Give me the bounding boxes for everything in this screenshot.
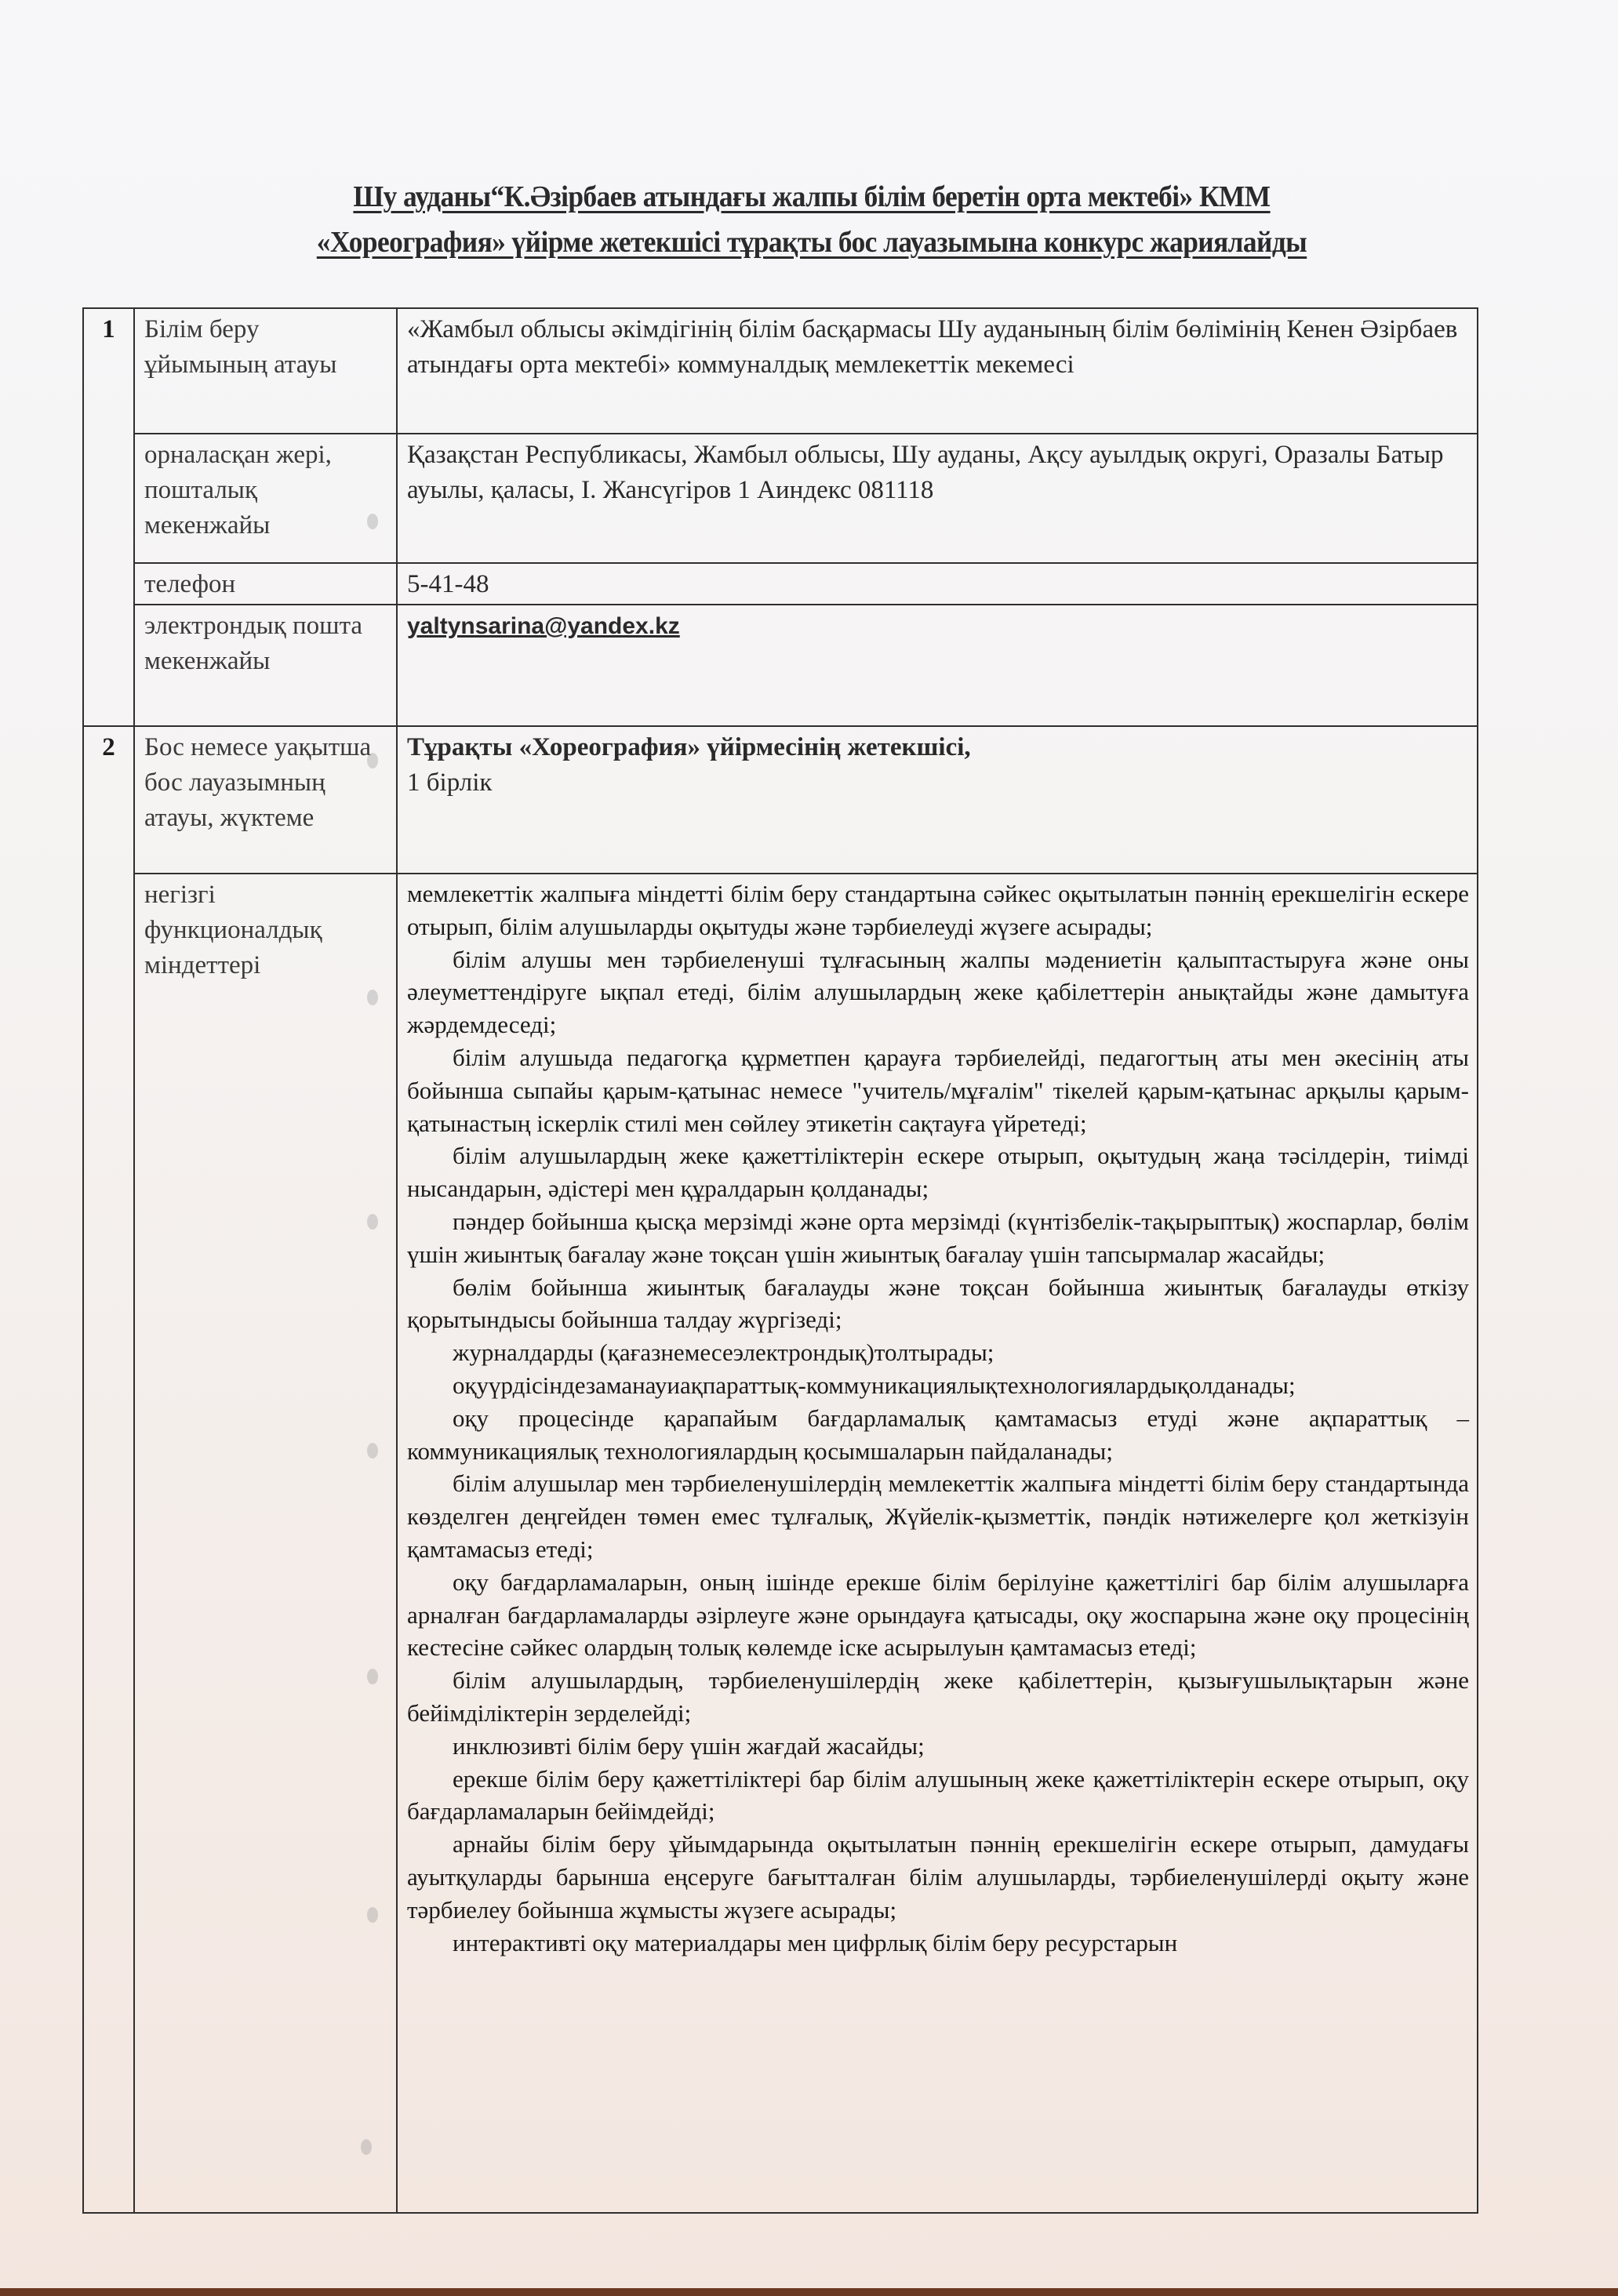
value-organization-name: «Жамбыл облысы әкімдігінің білім басқармасы Шу ауданының білім бөлімінің Кенен Әзірбаев атындағы орта мектебі» коммуналдық мемлекеттік мекемесі: [397, 308, 1478, 434]
vacancy-title: Тұрақты «Хореография» үйірмесінің жетекшісі,: [407, 733, 971, 761]
page-bottom-edge: [0, 2288, 1618, 2296]
table-row-phone: [83, 563, 1478, 605]
value-email-cell: [397, 605, 1478, 726]
duty-item: интерактивті оқу материалдары мен цифрлық білім беру ресурстарын: [453, 1928, 1178, 1956]
duty-item: оқу бағдарламаларын, оның ішінде ерекше білім берілуіне қажеттілігі бар білім алушыларға арналған бағдарламаларды әзірлеуге және орындауға қатысады, оқу жоспарына және оқу процесінің кестесіне сәйкес олардың толық көлемде іске асырылуын қамтамасыз етеді;: [407, 1568, 1469, 1662]
value-vacancy-cell: [397, 726, 1478, 874]
table-row-email: [83, 605, 1478, 726]
duty-item: оқу процесінде қарапайым бағдарламалық қамтамасыз етуді және ақпараттық – коммуникациялық технологиялардың қосымшаларын пайдаланады;: [407, 1404, 1469, 1465]
table-row-vacancy: [83, 726, 1478, 874]
label-location: орналасқан жері, пошталық мекенжайы: [134, 434, 397, 563]
paper-smudge: [367, 753, 378, 768]
document-title: [180, 174, 1443, 265]
label-organization-name: Білім беру ұйымының атауы: [134, 308, 397, 434]
duty-item: білім алушылардың, тәрбиеленушілердің жеке қабілеттерін, қызығушылықтарын және бейімділіктерін зерделейді;: [407, 1666, 1469, 1727]
row-number-2: 2: [83, 726, 134, 2213]
paper-smudge: [367, 1907, 378, 1923]
paper-smudge: [367, 1669, 378, 1684]
paper-smudge: [367, 514, 378, 529]
table-row-duties: [83, 874, 1478, 2213]
paper-smudge: [367, 990, 378, 1005]
email-link[interactable]: yaltynsarina@yandex.kz: [407, 613, 680, 639]
duty-item: білім алушылардың жеке қажеттіліктерін ескере отырып, оқытудың жаңа тәсілдерін, тиімді нысандарын, әдістері мен құралдарын қолданады;: [407, 1142, 1469, 1203]
table-row-location: [83, 434, 1478, 563]
paper-smudge: [361, 2139, 372, 2155]
duty-item: пәндер бойынша қысқа мерзімді және орта мерзімді (күнтізбелік-тақырыптық) жоспарлар, бөлім үшін жиынтық бағалау және тоқсан үшін жиынтық бағалау үшін тапсырмалар жасайды;: [407, 1207, 1469, 1268]
title-line-1: Шу ауданы“К.Әзірбаев атындағы жалпы білім беретін орта мектебі» КММ: [353, 180, 1271, 213]
row-number-1: 1: [83, 308, 134, 726]
label-duties: негізгі функционалдық міндеттері: [134, 874, 397, 2213]
duty-item: инклюзивті білім беру үшін жағдай жасайды;: [453, 1731, 925, 1760]
vacancy-units: 1 бірлік: [407, 768, 493, 797]
duties-list: [397, 874, 1478, 2213]
value-location: Қазақстан Республикасы, Жамбыл облысы, Шу ауданы, Ақсу ауылдық округі, Оразалы Батыр ауылы, қаласы, І. Жансүгіров 1 Аиндекс 081118: [397, 434, 1478, 563]
vacancy-info-table: [82, 307, 1478, 2214]
duty-item: журналдарды (қағазнемесеэлектрондық)толтырады;: [453, 1339, 994, 1367]
label-phone: телефон: [134, 563, 397, 605]
label-email: электрондық пошта мекенжайы: [134, 605, 397, 726]
duty-item: ерекше білім беру қажеттіліктері бар білім алушының жеке қажеттіліктерін ескере отырып, оқу бағдарламаларын бейімдейді;: [407, 1764, 1469, 1826]
table-row-organization-name: [83, 308, 1478, 434]
paper-smudge: [367, 1214, 378, 1230]
value-phone: 5-41-48: [397, 563, 1478, 605]
duty-item: білім алушы мен тәрбиеленуші тұлғасының жалпы мәдениетін қалыптастыруға және оны әлеуметтендіруге ықпал етеді, білім алушылардың жеке қабілеттерін анықтайды және дамытуға жәрдемдеседі;: [407, 945, 1469, 1039]
title-line-2: «Хореография» үйірме жетекшісі тұрақты бос лауазымына конкурс жариялайды: [316, 226, 1307, 259]
duty-item: бөлім бойынша жиынтық бағалауды және тоқсан бойынша жиынтық бағалауды өткізу қорытындысы бойынша талдау жүргізеді;: [407, 1273, 1469, 1334]
duty-item: мемлекеттік жалпыға міндетті білім беру стандартына сәйкес оқытылатын пәннің ерекшелігін ескере отырып, білім алушыларды оқытуды және тәрбиелеуді жүзеге асырады;: [407, 880, 1469, 940]
paper-smudge: [367, 1443, 378, 1459]
duty-item: оқуүрдісіндезаманауиақпараттық-коммуникациялықтехнологиялардықолданады;: [453, 1371, 1296, 1399]
label-vacancy: Бос немесе уақытша бос лауазымның атауы, жүктеме: [134, 726, 397, 874]
duty-item: білім алушылар мен тәрбиеленушілердің мемлекеттік жалпыға міндетті білім беру стандартында көзделген деңгейден төмен емес тұлғалық, Жүйелік-қызметтік, пәндік нәтижелерге қол жеткізуін қамтамасыз етеді;: [407, 1470, 1469, 1563]
duty-item: білім алушыда педагогқа құрметпен қарауға тәрбиелейді, педагогтың аты мен әкесінің аты бойынша сыпайы қарым-қатынас немесе "учитель/мұғалім" тікелей қарым-қатынас арқылы қарым-қатынастың іскерлік стилі мен сөйлеу этикетін сақтауға үйретеді;: [407, 1043, 1469, 1137]
duty-item: арнайы білім беру ұйымдарында оқытылатын пәннің ерекшелігін ескере отырып, дамудағы ауытқуларды барынша еңсеруге бағытталған білім алушыларды, тәрбиеленушілерді оқыту және тәрбиелеу бойынша жұмысты жүзеге асырады;: [407, 1830, 1469, 1924]
